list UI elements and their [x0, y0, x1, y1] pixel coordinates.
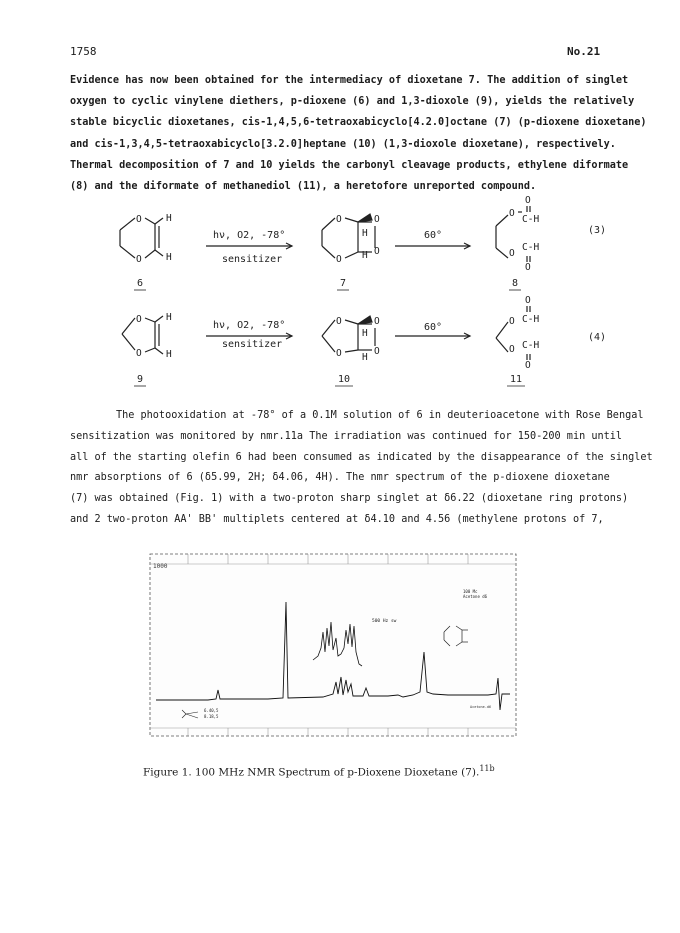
svg-text:O: O	[336, 254, 342, 265]
svg-text:C-H: C-H	[522, 242, 540, 253]
svg-text:H: H	[166, 252, 172, 263]
page-number: 1758	[70, 45, 97, 58]
acetone-peak-label: Acetone-d6	[470, 705, 492, 709]
conditions-top: hν, O2, -78°	[213, 320, 286, 331]
compound-label: 6	[137, 278, 144, 289]
impurity-label: 6.40,5	[204, 708, 219, 713]
caption-text: Figure 1. 100 MHz NMR Spectrum of p-Dioxene Dioxetane (7).	[143, 766, 480, 779]
svg-text:O: O	[509, 316, 515, 327]
svg-text:H: H	[166, 213, 172, 224]
text-line: Thermal decomposition of 7 and 10 yields the carbonyl cleavage products, ethylene diformate	[70, 159, 629, 171]
heat-condition: 60°	[424, 322, 443, 333]
text-line: oxygen to cyclic vinylene diethers, p-dioxene (6) and 1,3-dioxole (9), yields the relatively	[70, 96, 635, 108]
svg-text:O: O	[374, 316, 380, 327]
svg-text:O: O	[136, 254, 142, 265]
compound-label: 8	[512, 278, 519, 289]
svg-text:H: H	[166, 312, 172, 323]
svg-text:C-H: C-H	[522, 314, 540, 325]
svg-text:O: O	[525, 360, 531, 371]
equation-number: (4)	[588, 332, 607, 343]
equation-number: (3)	[588, 225, 607, 236]
svg-text:H: H	[362, 228, 368, 239]
paragraph-2	[70, 406, 653, 531]
text-line: and 2 two-proton AA' BB' multiplets centered at δ4.10 and 4.56 (methylene protons of 7,	[70, 513, 604, 525]
solvent-label: Acetone d6	[463, 594, 488, 599]
axis-label: 1000	[153, 563, 168, 570]
compound-label: 7	[340, 278, 347, 289]
compound-label: 11	[510, 374, 523, 385]
nmr-spectrum-figure	[148, 552, 518, 738]
journal-issue: No.21	[567, 45, 601, 58]
conditions-top: hν, O2, -78°	[213, 230, 286, 241]
text-line: sensitization was monitored by nmr.11a The irradiation was continued for 150-200 min until	[70, 430, 623, 442]
svg-text:O: O	[374, 346, 380, 357]
svg-text:O: O	[336, 316, 342, 327]
text-line: Evidence has now been obtained for the intermediacy of dioxetane 7. The addition of singlet	[70, 75, 629, 86]
svg-text:O: O	[509, 248, 515, 259]
compound-label: 10	[338, 374, 351, 385]
figure-caption	[143, 764, 495, 779]
caption-reference: 11b	[479, 764, 495, 773]
conditions-bottom: sensitizer	[222, 254, 283, 265]
frequency-label: 100 Mc	[463, 589, 478, 594]
text-line: stable bicyclic dioxetanes, cis-1,4,5,6-tetraoxabicyclo[4.2.0]octane (7) (p-dioxene dioxetane)	[70, 117, 647, 129]
svg-text:C-H: C-H	[522, 340, 540, 351]
svg-text:O: O	[136, 314, 142, 325]
impurity-label: 8.18,5	[204, 714, 219, 719]
svg-text:H: H	[362, 328, 368, 339]
heat-condition: 60°	[424, 230, 443, 241]
svg-text:O: O	[374, 214, 380, 225]
text-line: all of the starting olefin 6 had been consumed as indicated by the disappearance of the singlet	[70, 451, 653, 463]
svg-text:O: O	[136, 348, 142, 359]
svg-text:H: H	[362, 250, 368, 261]
svg-text:O: O	[336, 214, 342, 225]
dioxole-structure	[122, 316, 163, 354]
text-line: nmr absorptions of 6 (δ5.99, 2H; δ4.06, 4H). The nmr spectrum of the p-dioxene dioxetane	[70, 472, 610, 484]
svg-text:H: H	[166, 349, 172, 360]
svg-text:O: O	[336, 348, 342, 359]
reaction-scheme	[0, 0, 680, 400]
svg-text:O: O	[525, 195, 531, 206]
svg-text:C-H: C-H	[522, 214, 540, 225]
text-line: (7) was obtained (Fig. 1) with a two-proton sharp singlet at δ6.22 (dioxetane ring protons)	[70, 493, 629, 505]
svg-text:O: O	[509, 344, 515, 355]
svg-text:H: H	[362, 352, 368, 363]
svg-text:O: O	[136, 214, 142, 225]
text-line: The photooxidation at -78° of a 0.1M solution of 6 in deuterioacetone with Rose Bengal	[116, 410, 644, 421]
sweep-label: 500 Hz sw	[372, 619, 397, 624]
text-line: and cis-1,3,4,5-tetraoxabicyclo[3.2.0]heptane (10) (1,3-dioxole dioxetane), respectively.	[70, 138, 616, 150]
svg-text:O: O	[374, 246, 380, 257]
svg-text:O: O	[509, 208, 515, 219]
conditions-bottom: sensitizer	[222, 339, 283, 350]
svg-text:O: O	[525, 295, 531, 306]
text-line: (8) and the diformate of methanediol (11), a heretofore unreported compound.	[70, 181, 537, 193]
svg-text:O: O	[525, 262, 531, 273]
compound-label: 9	[137, 374, 144, 385]
